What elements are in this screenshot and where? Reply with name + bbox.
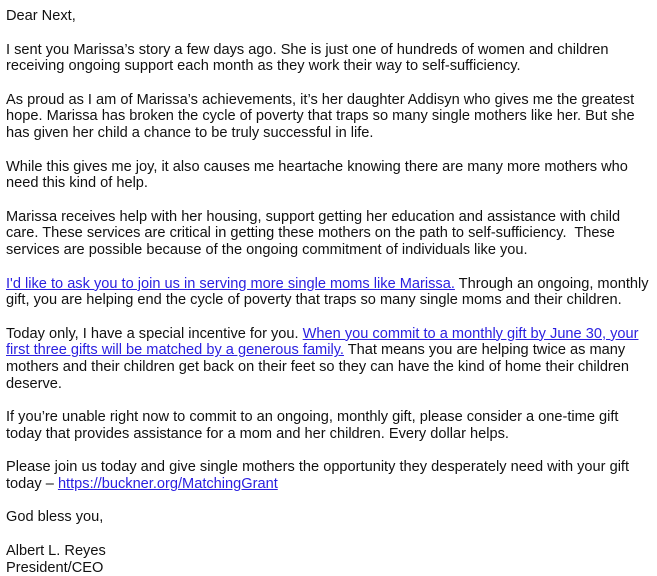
paragraph-story-intro: I sent you Marissa’s story a few days ago. She is just one of hundreds of women and children receiving ongoing support each month as they work their way to self-sufficiency. (6, 41, 609, 75)
closing: God bless you, (6, 509, 104, 526)
paragraph-ask (6, 276, 654, 309)
salutation: Dear Next, (6, 8, 76, 24)
paragraph-services: Marissa receives help with her housing, support getting her education and assistance with child care. These services are critical in getting these mothers on the path to self-sufficiency. These services are possible because of the ongoing commitment of individuals like you. (6, 208, 621, 258)
paragraph-achievements: As proud as I am of Marissa’s achievements, it’s her daughter Addisyn who gives me the greatest hope. Marissa has broken the cycle of poverty that traps so many single mothers like her. But she has given her child a chance to be truly successful in life. (6, 91, 635, 141)
signature-name: Albert L. Reyes (6, 543, 106, 560)
join-us-link[interactable]: I'd like to ask you to join us in serving more single moms like Marissa. (6, 275, 455, 292)
ask-text: Through an ongoing, monthly gift, you are helping end the cycle of poverty that traps so many single moms and their children. (6, 275, 649, 309)
signature (6, 543, 654, 576)
incentive-intro-text: Today only, I have a special incentive for you. (6, 325, 303, 342)
cta-text: Please join us today and give single mothers the opportunity they desperately need with your gift today – (6, 459, 630, 492)
paragraph-call-to-action (6, 459, 654, 492)
incentive-outro-text: That means you are helping twice as many mothers and their children get back on their feet so they can have the kind of home their children deserve. (6, 342, 630, 392)
paragraph-incentive (6, 326, 654, 392)
matching-gift-link[interactable]: When you commit to a monthly gift by June 30, your first three gifts will be matched by a generous family. (6, 325, 639, 359)
signature-title: President/CEO (6, 559, 104, 576)
paragraph-one-time-gift: If you’re unable right now to commit to an ongoing, monthly gift, please consider a one-time gift today that provides assistance for a mom and her children. Every dollar helps. (6, 409, 619, 442)
matching-grant-url-link[interactable]: https://buckner.org/MatchingGrant (57, 475, 278, 492)
paragraph-heartache: While this gives me joy, it also causes me heartache knowing there are many more mothers who need this kind of help. (6, 158, 628, 192)
